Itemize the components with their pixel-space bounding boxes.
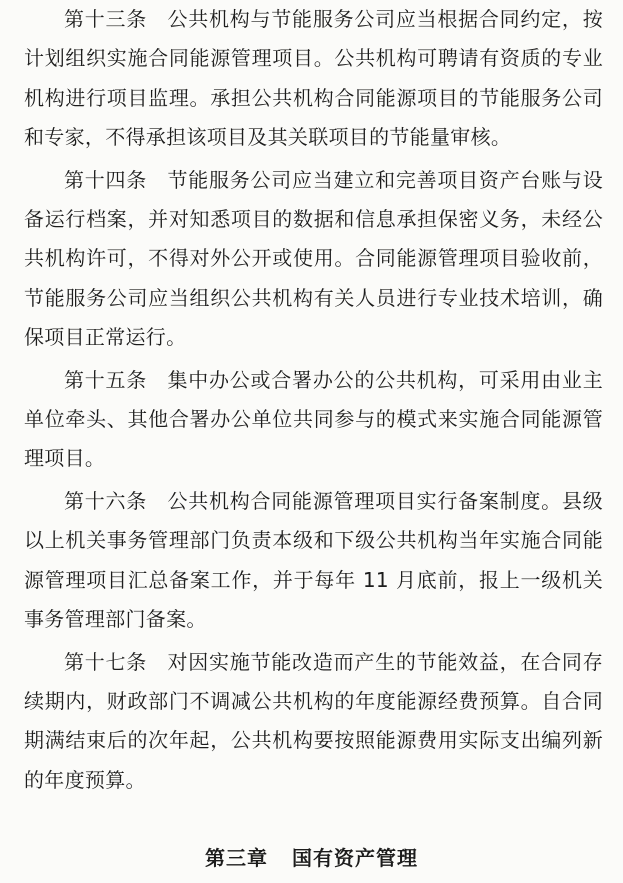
chapter-title: 国有资产管理 [292,846,418,870]
article-number: 第十六条 [64,488,148,513]
article-15 [24,361,603,479]
article-number: 第十三条 [64,7,148,31]
article-number: 第十五条 [64,367,148,392]
article-text: 节能服务公司应当建立和完善项目资产台账与设备运行档案，并对知悉项目的数据和信息承担保密义务，未经公共机构许可，不得对外公开或使用。合同能源管理项目验收前，节能服务公司应当组织公共机构有关人员进行专业技术培训，确保项目正常运行。 [24,167,603,350]
article-text: 集中办公或合署办公的公共机构，可采用由业主单位牵头、其他合署办公单位共同参与的模式来实施合同能源管理项目。 [24,367,603,471]
article-text: 对因实施节能改造而产生的节能效益，在合同存续期内，财政部门不调减公共机构的年度能源经费预算。自合同期满结束后的次年起，公共机构要按照能源费用实际支出编列新的年度预算。 [24,649,603,792]
chapter-heading [0,843,623,873]
article-17 [24,643,603,801]
article-number: 第十四条 [64,167,148,192]
chapter-number: 第三章 [205,846,268,870]
article-text: 公共机构合同能源管理项目实行备案制度。县级以上机关事务管理部门负责本级和下级公共机构当年实施合同能源管理项目汇总备案工作，并于每年 11 月底前，报上一级机关事务管理部门备案。 [24,488,603,632]
article-14 [24,161,603,358]
article-16 [24,482,603,640]
article-13 [24,0,603,158]
article-text: 公共机构与节能服务公司应当根据合同约定，按计划组织实施合同能源管理项目。公共机构可聘请有资质的专业机构进行项目监理。承担公共机构合同能源项目的节能服务公司和专家，不得承担该项目及其关联项目的节能量审核。 [24,7,603,150]
article-number: 第十七条 [64,649,148,674]
